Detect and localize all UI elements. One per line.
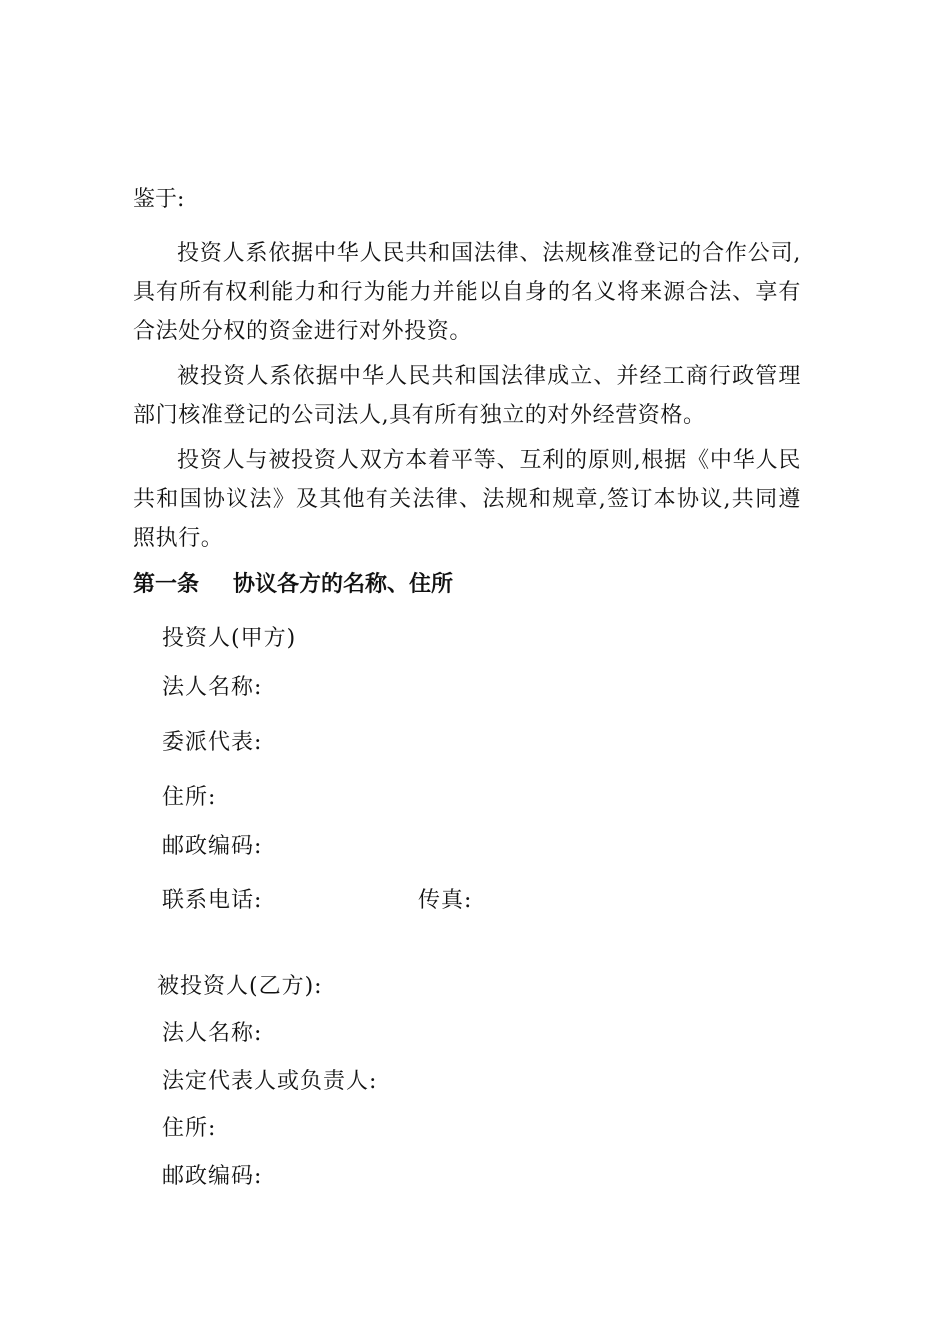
party-a-rep-label: 委派代表: bbox=[162, 730, 263, 755]
article-1-heading bbox=[133, 571, 453, 599]
party-b-postcode-label: 邮政编码: bbox=[162, 1164, 263, 1189]
party-a-phone-label: 联系电话: bbox=[162, 888, 263, 913]
paragraph-investee: 被投资人系依据中华人民共和国法律成立、并经工商行政管理部门核准登记的公司法人,具有所有独立的对外经营资格。 bbox=[133, 364, 801, 428]
party-b-name-label: 法人名称: bbox=[162, 1021, 263, 1046]
party-a-title: 投资人(甲方) bbox=[162, 626, 297, 651]
party-a-name-label: 法人名称: bbox=[162, 675, 263, 700]
party-b-title: 被投资人(乙方): bbox=[157, 974, 323, 999]
party-b-rep-label: 法定代表人或负责人: bbox=[162, 1069, 378, 1094]
party-a-fax-label: 传真: bbox=[418, 888, 473, 913]
party-a-postcode-label: 邮政编码: bbox=[162, 834, 263, 859]
paragraph-investor: 投资人系依据中华人民共和国法律、法规核准登记的合作公司,具有所有权利能力和行为能力并能以自身的名义将来源合法、享有合法处分权的资金进行对外投资。 bbox=[133, 241, 801, 344]
article-1-title: 协议各方的名称、住所 bbox=[233, 572, 454, 597]
party-b-address-label: 住所: bbox=[162, 1116, 217, 1141]
whereas-label: 鉴于: bbox=[133, 187, 185, 212]
party-a-address-label: 住所: bbox=[162, 785, 217, 810]
paragraph-agreement: 投资人与被投资人双方本着平等、互利的原则,根据《中华人民共和国协议法》及其他有关法律、法规和规章,签订本协议,共同遵照执行。 bbox=[133, 448, 801, 551]
article-1-number: 第一条 bbox=[133, 572, 200, 597]
